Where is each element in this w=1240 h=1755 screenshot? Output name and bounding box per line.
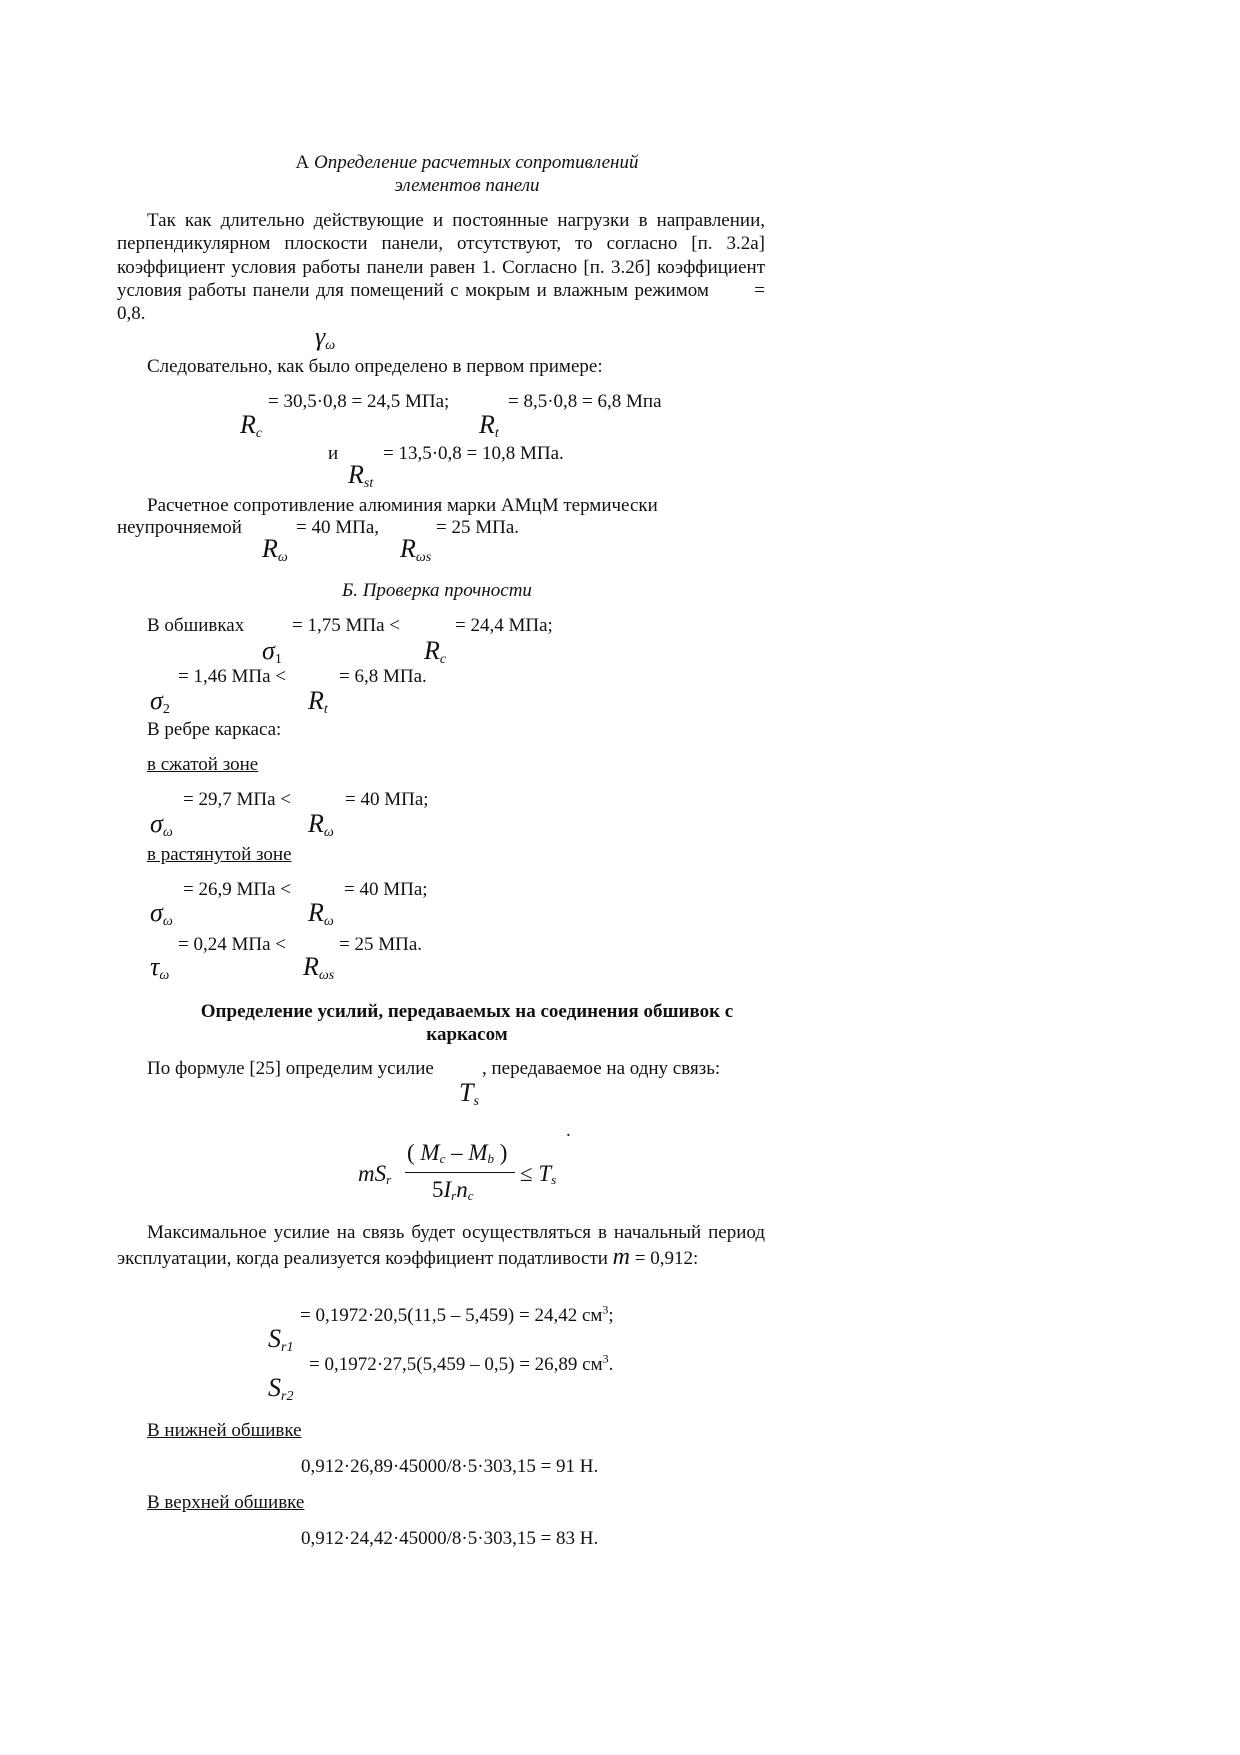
paragraph-max-force: Максимальное усилие на связь будет осуществляться в начальный период эксплуатации, когда реализуется коэффициент податливости m = 0,912: <box>117 1222 765 1270</box>
equation-rt: = 8,5·0,8 = 6,8 Мпа <box>508 391 662 412</box>
formula-fraction-bar <box>405 1172 515 1173</box>
lower-skin-equation: 0,912·26,89·45000/8·5·303,15 = 91 Н. <box>301 1456 599 1477</box>
section-a-title <box>117 151 817 197</box>
rt-symbol-2: Rt <box>308 686 328 717</box>
equation-sr2: = 0,1972·27,5(5,459 – 0,5) = 26,89 $см^3$. <box>309 1351 614 1375</box>
formula-right: ≤ Ts <box>520 1161 557 1187</box>
b-sigma-omega-compressed-value: = 29,7 МПа < <box>183 789 291 810</box>
r-omega-s-symbol-2: Rωs <box>303 952 335 983</box>
paragraph-work-conditions <box>117 209 765 325</box>
b-r-omega-tension-value: = 40 МПа; <box>344 879 428 900</box>
gamma-omega-symbol: γω <box>315 322 336 353</box>
m-symbol: m <box>612 1244 631 1270</box>
paragraph-aluminium-line2-c: = 25 МПа. <box>436 517 520 538</box>
c-force-intro-a: По формуле [25] определим усилие <box>147 1058 434 1079</box>
b-skins-label: В обшивках <box>147 615 245 636</box>
section-a-title-line1: Определение расчетных сопротивлений <box>314 152 639 173</box>
b-tau-omega-value: = 0,24 МПа < <box>178 934 286 955</box>
ts-symbol: Ts <box>459 1078 479 1109</box>
rc-symbol: Rc <box>240 410 263 441</box>
tau-omega-symbol: τω <box>150 952 170 983</box>
paragraph-work-conditions-tail: = 0,8. <box>117 279 766 325</box>
r-omega-symbol: Rω <box>262 534 288 565</box>
equation-and: и <box>328 443 339 464</box>
equation-rst: = 13,5·0,8 = 10,8 МПа. <box>383 443 564 464</box>
paragraph-work-conditions-text: Так как длительно действующие и постоянные нагрузки в направлении, перпендикулярном плоскости панели, отсутствуют, то согласно [п. 3.2а] коэффициент условия работы панели равен 1. Согласно [п. 3.2б] коэффициент условия работы панели для помещений с мокрым и влажным режимом <box>117 210 765 301</box>
b-rib-label: В ребре каркаса: <box>147 719 282 740</box>
upper-skin-label: В верхней обшивке <box>147 1492 305 1513</box>
b-compressed-zone-label: в сжатой зоне <box>147 754 259 775</box>
sigma1-symbol: σ1 <box>262 636 282 667</box>
paragraph-aluminium-line2-b: = 40 МПа, <box>296 517 380 538</box>
b-rt-value: = 6,8 МПа. <box>339 666 427 687</box>
formula-dot: . <box>566 1120 571 1141</box>
lower-skin-label: В нижней обшивке <box>147 1420 302 1441</box>
b-r-omega-s-value: = 25 МПа. <box>339 934 423 955</box>
b-r-omega-compressed-value: = 40 МПа; <box>345 789 429 810</box>
rc-symbol-2: Rc <box>424 636 447 667</box>
b-skins-rc-value: = 24,4 МПа; <box>455 615 553 636</box>
r-omega-symbol-2: Rω <box>308 809 334 840</box>
b-sigma-omega-tension-value: = 26,9 МПа < <box>183 879 291 900</box>
section-b-title: Б. Проверка прочности <box>342 580 532 601</box>
paragraph-aluminium: Расчетное сопротивление алюминия марки АМцМ термически <box>147 495 658 516</box>
equation-rc: = 30,5·0,8 = 24,5 МПа; <box>268 391 450 412</box>
r-omega-s-symbol: Rωs <box>400 534 432 565</box>
upper-skin-equation: 0,912·24,42·45000/8·5·303,15 = 83 Н. <box>301 1528 599 1549</box>
sigma-omega-symbol-2: σω <box>150 898 173 929</box>
paragraph-therefore: Следовательно, как было определено в первом примере: <box>147 356 603 377</box>
rt-symbol: Rt <box>479 410 499 441</box>
sigma2-symbol: σ2 <box>150 686 170 717</box>
c-force-intro-b: , передаваемое на одну связь: <box>482 1058 721 1079</box>
paragraph-aluminium-line2-a: неупрочняемой <box>117 517 242 538</box>
rst-symbol: Rst <box>348 460 374 491</box>
r-omega-symbol-3: Rω <box>308 898 334 929</box>
formula-denominator: 5Irnc <box>432 1177 474 1203</box>
sigma-omega-symbol: σω <box>150 809 173 840</box>
formula-numerator: ( Mc – Mb ) <box>407 1140 508 1166</box>
b-tension-zone-label: в растянутой зоне <box>147 844 292 865</box>
section-c-title: Определение усилий, передаваемых на соединения обшивок с каркасом <box>200 1001 734 1045</box>
b-skins-sigma1-value: = 1,75 МПа < <box>292 615 400 636</box>
formula-left: mSr <box>358 1161 392 1187</box>
section-a-title-line2: элементов панели <box>394 175 540 196</box>
equation-sr1: = 0,1972·20,5(11,5 – 5,459) = 24,42 $см^3$; <box>300 1302 614 1326</box>
sr1-symbol: Sr1 <box>268 1324 294 1355</box>
section-a-prefix: А <box>295 152 310 173</box>
sr2-symbol: Sr2 <box>268 1373 294 1404</box>
b-sigma2-value: = 1,46 МПа < <box>178 666 286 687</box>
